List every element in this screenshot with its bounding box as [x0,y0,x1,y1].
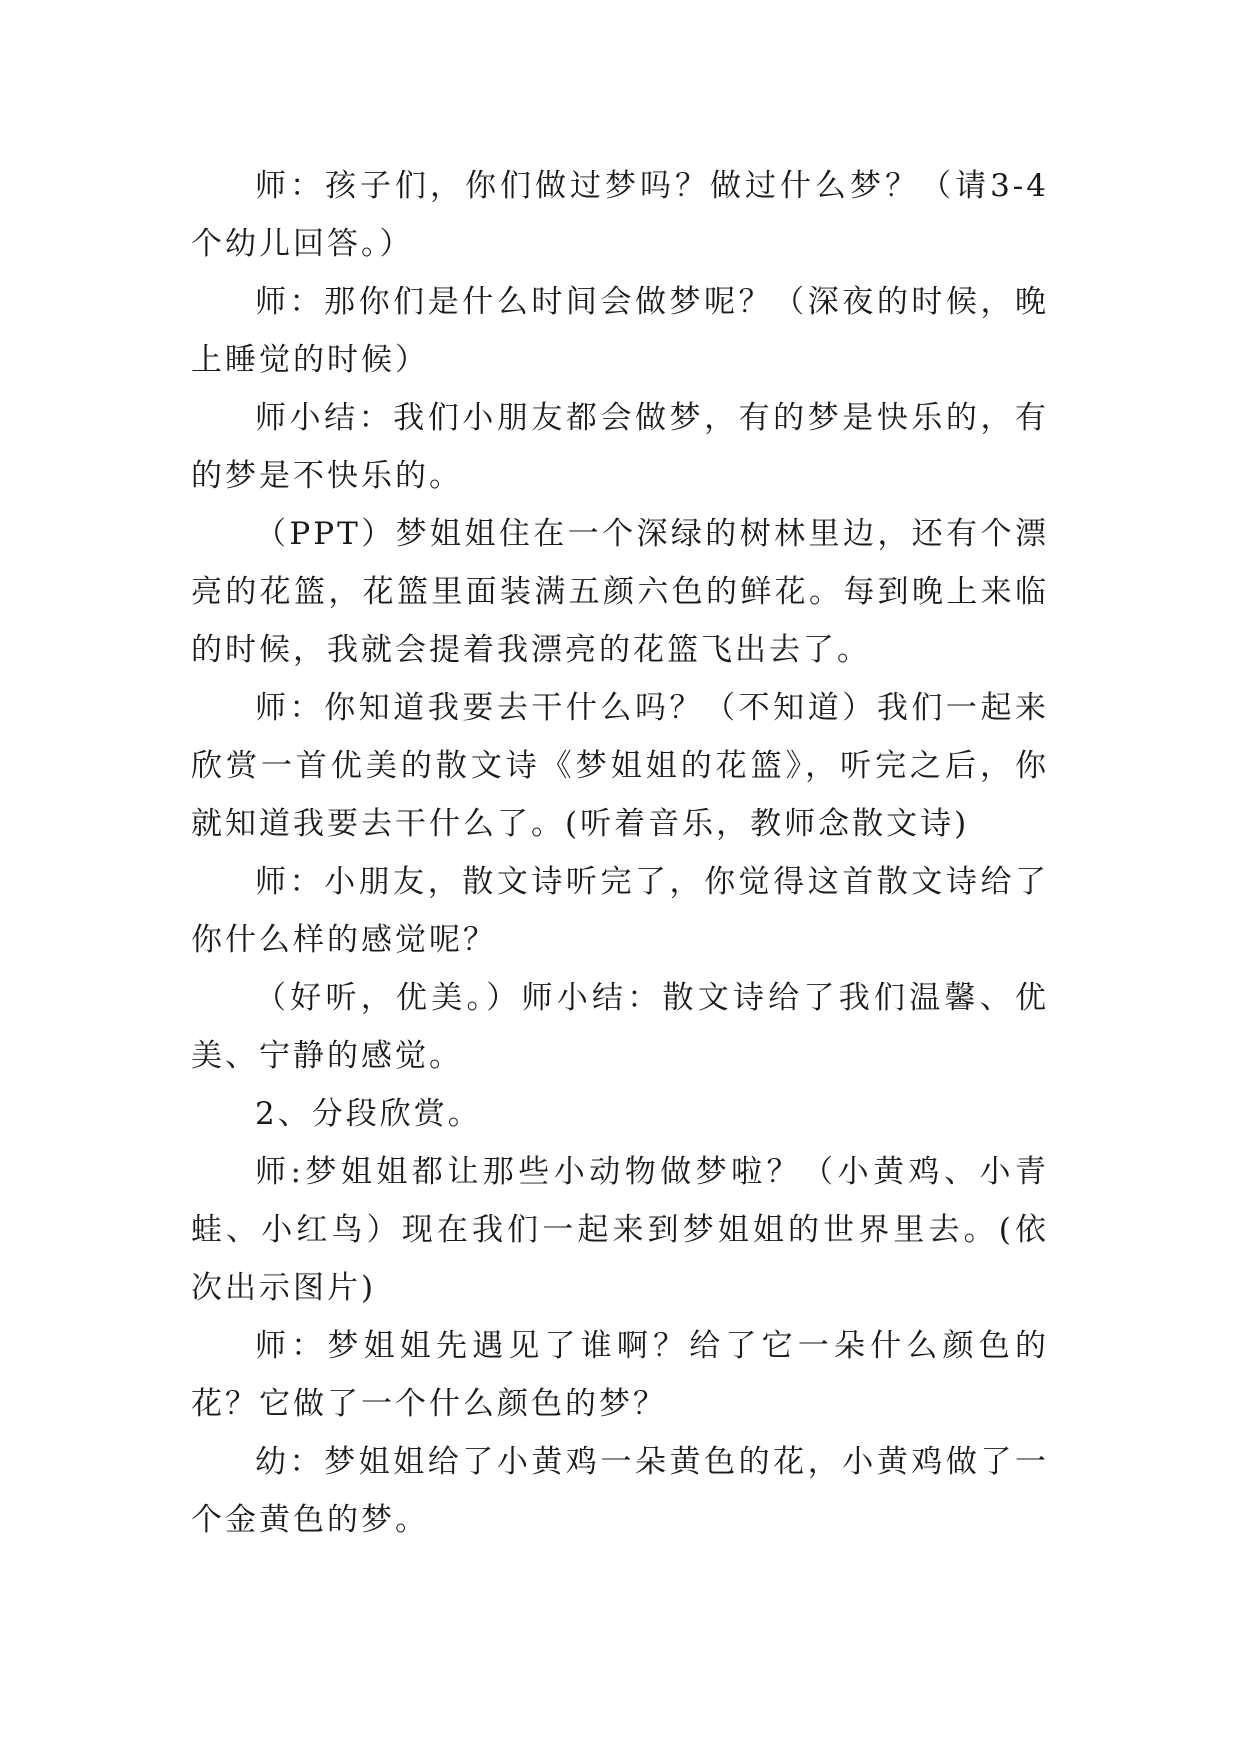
paragraph: 师:梦姐姐都让那些小动物做梦啦？（小黄鸡、小青蛙、小红鸟）现在我们一起来到梦姐姐的世界里去。(依次出示图片) [191,1154,1049,1306]
paragraph: 师：小朋友，散文诗听完了，你觉得这首散文诗给了你什么样的感觉呢？ [191,864,1049,958]
paragraph: 师：梦姐姐先遇见了谁啊？给了它一朵什么颜色的花？它做了一个什么颜色的梦？ [191,1328,1049,1422]
paragraph: 师：孩子们，你们做过梦吗？做过什么梦？（请3-4个幼儿回答。） [191,168,1049,262]
paragraph: 幼：梦姐姐给了小黄鸡一朵黄色的花，小黄鸡做了一个金黄色的梦。 [191,1444,1049,1538]
paragraph: 师：你知道我要去干什么吗？（不知道）我们一起来欣赏一首优美的散文诗《梦姐姐的花篮》，听完之后，你就知道我要去干什么了。(听着音乐，教师念散文诗) [191,690,1049,842]
paragraph: （好听，优美。）师小结：散文诗给了我们温馨、优美、宁静的感觉。 [191,980,1049,1074]
document-body [191,157,1049,1549]
paragraph: 师：那你们是什么时间会做梦呢？（深夜的时候，晚上睡觉的时候） [191,284,1049,378]
paragraph: （PPT）梦姐姐住在一个深绿的树林里边，还有个漂亮的花篮，花篮里面装满五颜六色的鲜花。每到晚上来临的时候，我就会提着我漂亮的花篮飞出去了。 [191,516,1049,668]
section-heading: 2、分段欣赏。 [255,1096,482,1132]
paragraph: 师小结：我们小朋友都会做梦，有的梦是快乐的，有的梦是不快乐的。 [191,400,1049,494]
